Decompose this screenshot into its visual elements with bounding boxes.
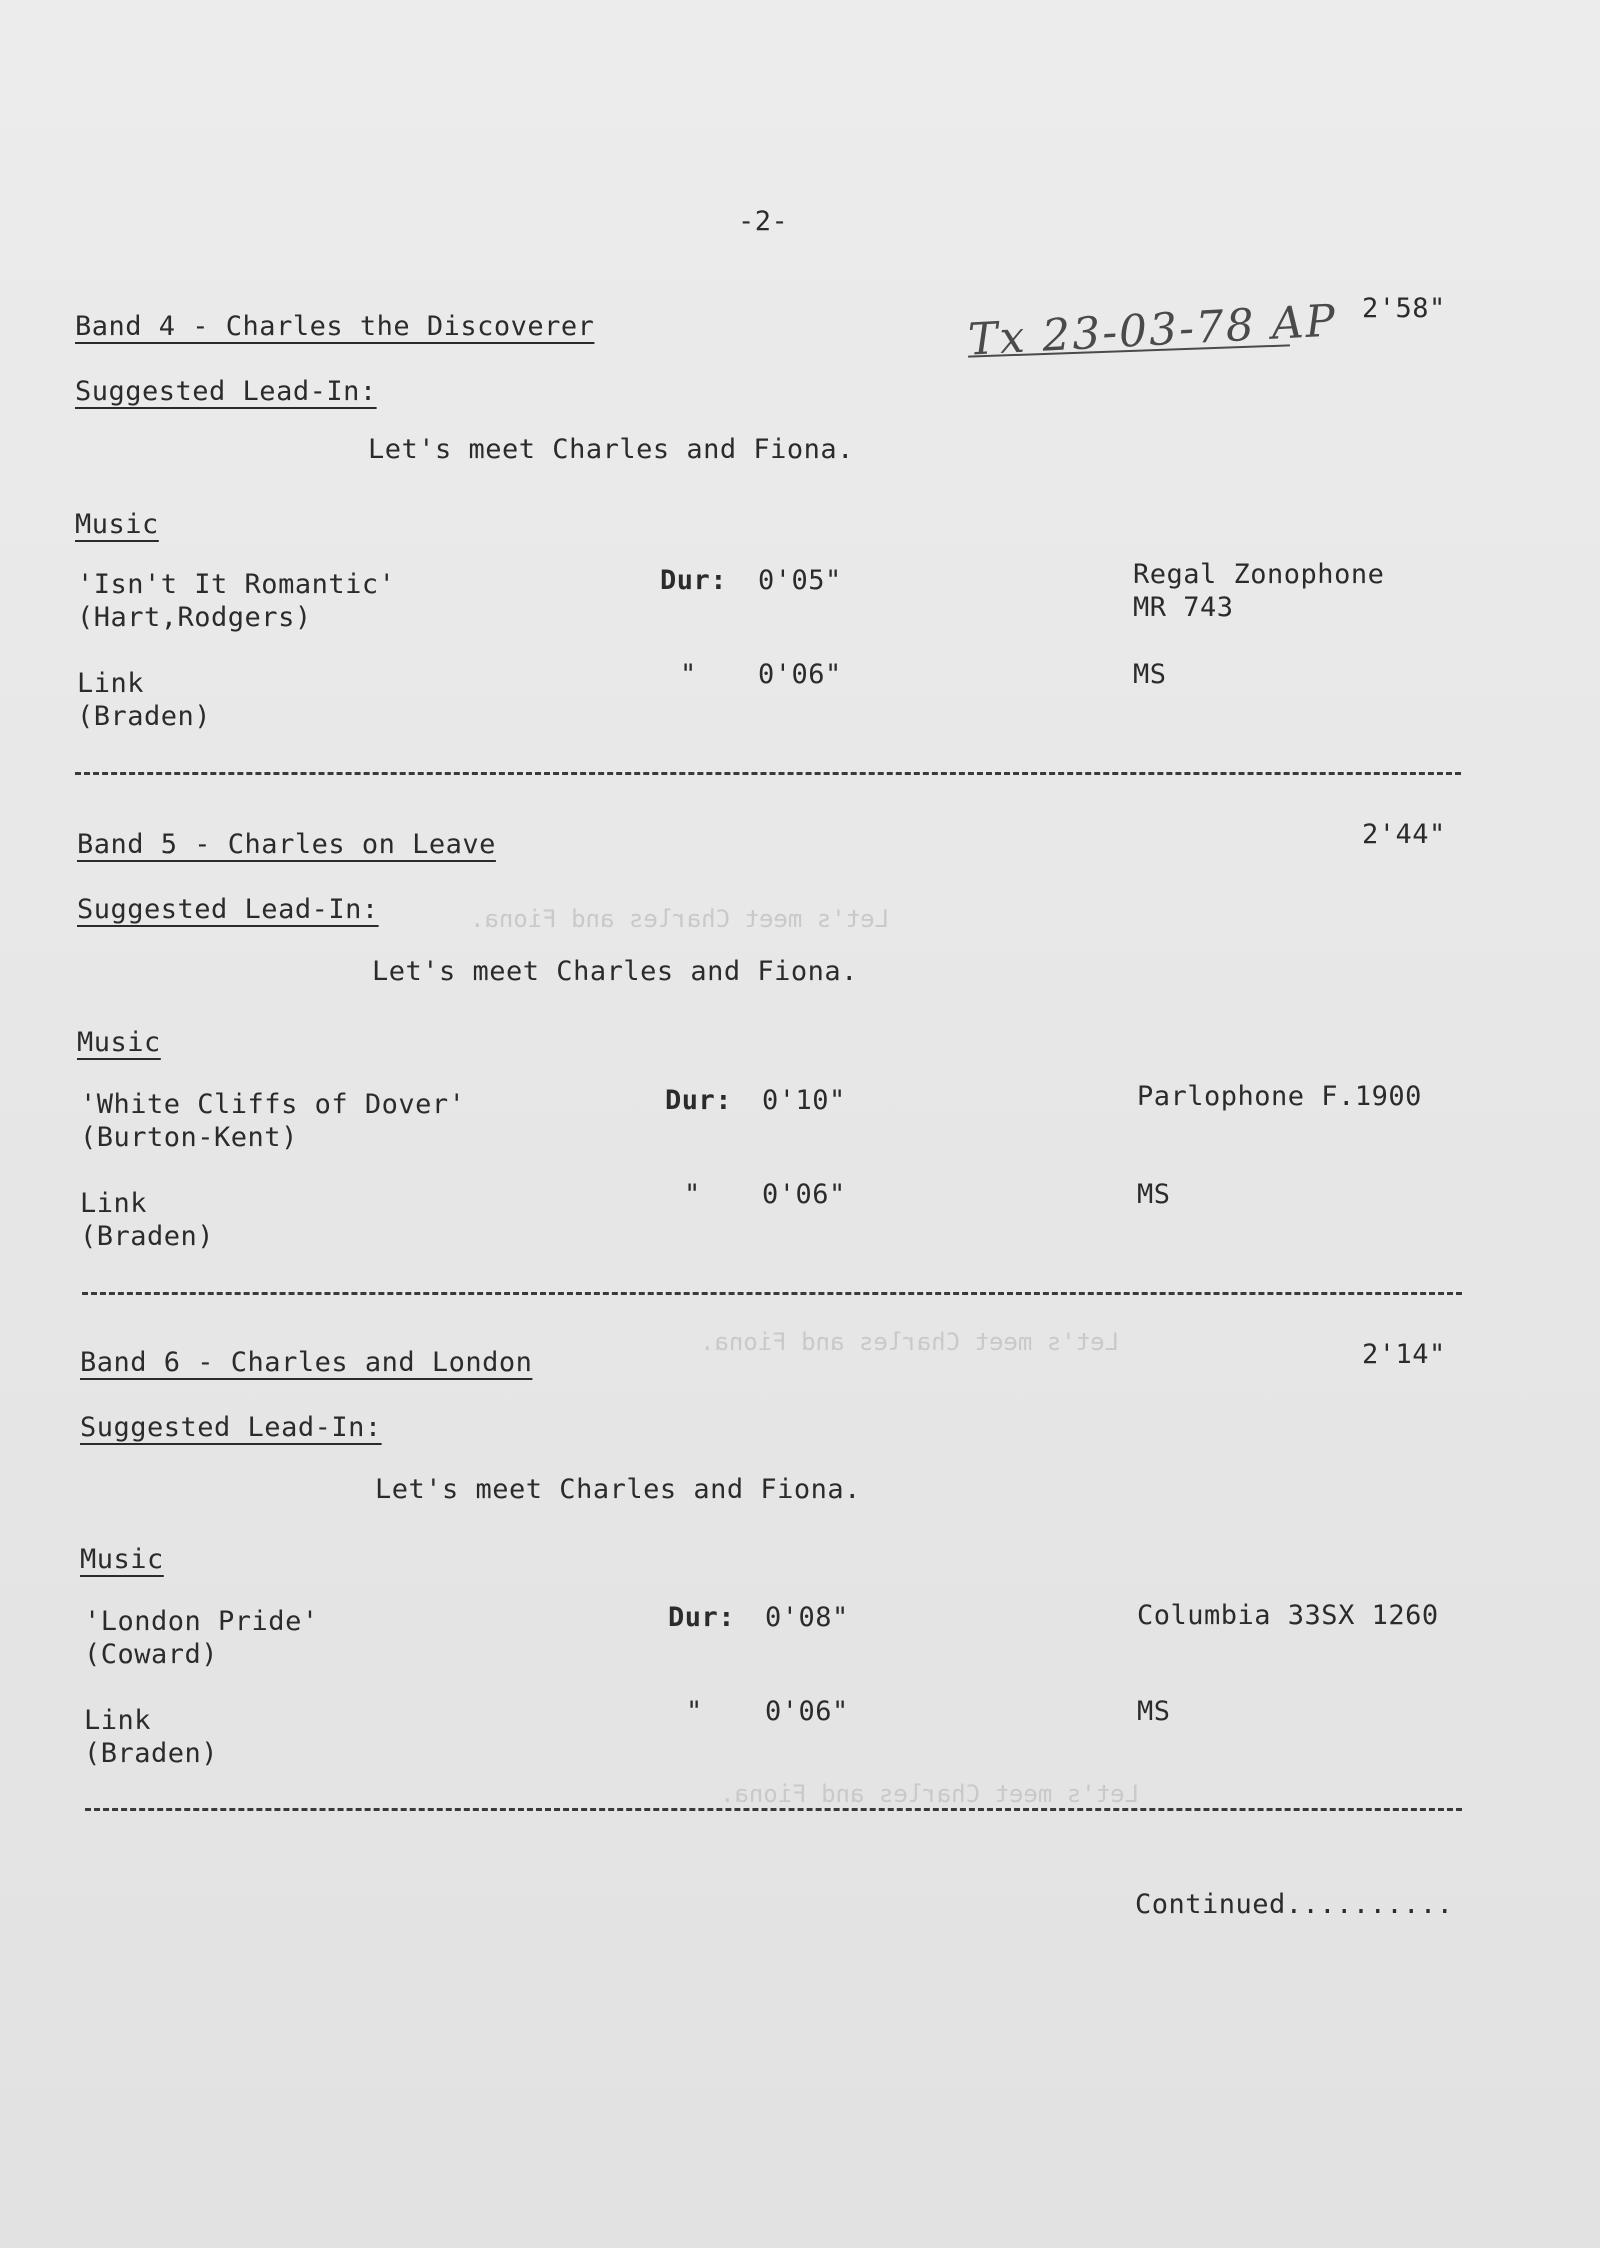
dur-value: 0'05" bbox=[758, 565, 842, 596]
music-item-title bbox=[84, 1605, 319, 1671]
lead-in-label: Suggested Lead-In: bbox=[80, 1412, 382, 1443]
music-item-title bbox=[77, 568, 395, 634]
item-title: Link bbox=[77, 668, 145, 699]
music-label: Music bbox=[77, 1027, 161, 1058]
music-source: MS bbox=[1137, 1179, 1171, 1210]
music-source bbox=[1133, 558, 1384, 624]
item-credit: (Coward) bbox=[84, 1639, 219, 1670]
music-label: Music bbox=[80, 1544, 164, 1575]
ditto-mark: " bbox=[686, 1696, 703, 1727]
item-credit: (Braden) bbox=[80, 1221, 215, 1252]
item-title: 'London Pride' bbox=[84, 1606, 319, 1637]
music-label: Music bbox=[75, 509, 159, 540]
source-label: Regal Zonophone bbox=[1133, 559, 1385, 590]
music-source: MS bbox=[1133, 659, 1167, 690]
show-through-text: Let's meet Charles and Fiona. bbox=[700, 1328, 1120, 1356]
item-title: 'Isn't It Romantic' bbox=[77, 569, 396, 600]
continued-note: Continued.......... bbox=[1135, 1889, 1454, 1920]
section-divider bbox=[82, 1292, 1462, 1295]
show-through-text: Let's meet Charles and Fiona. bbox=[470, 905, 890, 933]
section-divider bbox=[75, 772, 1461, 775]
music-source: MS bbox=[1137, 1696, 1171, 1727]
dur-label: Dur: bbox=[660, 565, 728, 596]
band-duration: 2'14" bbox=[1362, 1339, 1446, 1370]
lead-in-text: Let's meet Charles and Fiona. bbox=[368, 434, 854, 465]
band-title: Band 6 - Charles and London bbox=[80, 1347, 533, 1378]
dur-value: 0'06" bbox=[765, 1696, 849, 1727]
link-item bbox=[84, 1704, 218, 1770]
section-divider bbox=[85, 1808, 1462, 1811]
item-credit: (Hart,Rodgers) bbox=[77, 602, 312, 633]
band-duration: 2'44" bbox=[1362, 819, 1446, 850]
ditto-mark: " bbox=[680, 659, 697, 690]
lead-in-text: Let's meet Charles and Fiona. bbox=[375, 1474, 861, 1505]
ditto-mark: " bbox=[684, 1179, 701, 1210]
item-title: 'White Cliffs of Dover' bbox=[80, 1089, 466, 1120]
dur-label: Dur: bbox=[668, 1602, 736, 1633]
link-item bbox=[80, 1187, 214, 1253]
item-credit: (Braden) bbox=[84, 1738, 219, 1769]
item-title: Link bbox=[80, 1188, 148, 1219]
dur-label: Dur: bbox=[665, 1085, 733, 1116]
dur-value: 0'06" bbox=[758, 659, 842, 690]
music-source: Columbia 33SX 1260 bbox=[1137, 1600, 1439, 1631]
link-item bbox=[77, 667, 211, 733]
band-title: Band 4 - Charles the Discoverer bbox=[75, 311, 595, 342]
lead-in-label: Suggested Lead-In: bbox=[77, 894, 379, 925]
music-source: Parlophone F.1900 bbox=[1137, 1081, 1422, 1112]
source-catalogue: MR 743 bbox=[1133, 592, 1234, 623]
band-duration: 2'58" bbox=[1362, 293, 1446, 324]
item-credit: (Braden) bbox=[77, 701, 212, 732]
dur-value: 0'06" bbox=[762, 1179, 846, 1210]
lead-in-label: Suggested Lead-In: bbox=[75, 376, 377, 407]
music-item-title bbox=[80, 1088, 465, 1154]
page-number: -2- bbox=[738, 206, 789, 237]
show-through-text: Let's meet Charles and Fiona. bbox=[720, 1780, 1140, 1808]
band-title: Band 5 - Charles on Leave bbox=[77, 829, 496, 860]
item-title: Link bbox=[84, 1705, 152, 1736]
handwritten-annotation: Tx 23-03-78 AP bbox=[966, 295, 1339, 366]
item-credit: (Burton-Kent) bbox=[80, 1122, 298, 1153]
dur-value: 0'08" bbox=[765, 1602, 849, 1633]
dur-value: 0'10" bbox=[762, 1085, 846, 1116]
lead-in-text: Let's meet Charles and Fiona. bbox=[372, 956, 858, 987]
